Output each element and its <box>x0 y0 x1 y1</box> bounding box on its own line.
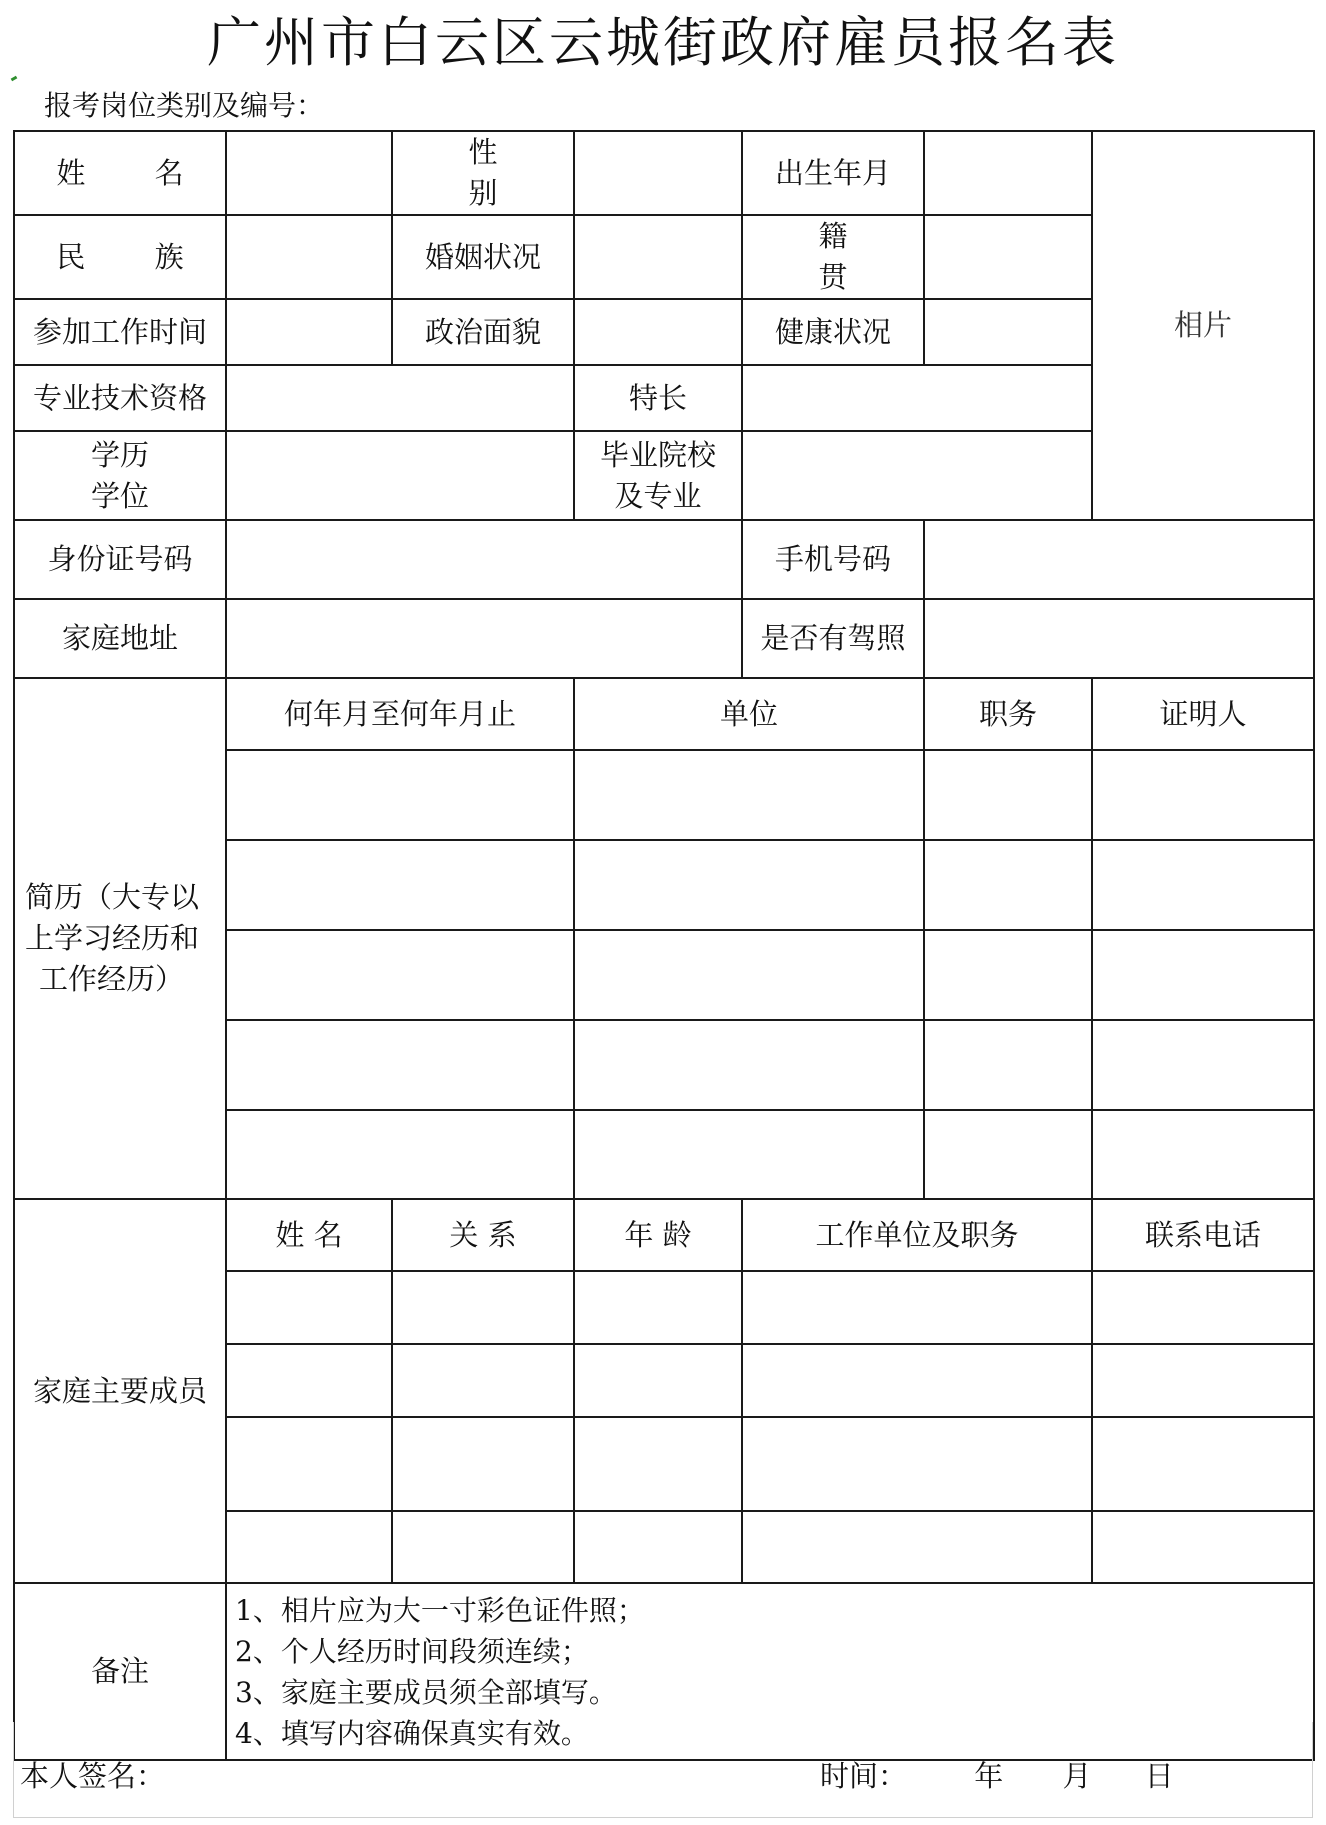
date-label: 时间： <box>820 1759 908 1793</box>
resume-label-line1: 简历（大专以 <box>25 880 200 914</box>
resume-position-cell[interactable] <box>924 1020 1092 1110</box>
resume-witness-cell[interactable] <box>1092 1110 1314 1199</box>
school-field[interactable] <box>742 431 1092 520</box>
row-id <box>14 520 1314 599</box>
family-age-cell[interactable] <box>574 1417 742 1511</box>
resume-period-cell[interactable] <box>226 1020 574 1110</box>
family-employer-cell[interactable] <box>742 1417 1092 1511</box>
marital-label: 婚姻状况 <box>392 215 574 299</box>
id-number-label: 身份证号码 <box>14 520 226 599</box>
name-field[interactable] <box>226 131 392 215</box>
family-employer-cell[interactable] <box>742 1344 1092 1417</box>
qualification-field[interactable] <box>226 365 574 431</box>
specialty-field[interactable] <box>742 365 1092 431</box>
row-basic-1 <box>14 131 1314 215</box>
date-year-label: 年 <box>974 1759 1004 1793</box>
political-field[interactable] <box>574 299 742 365</box>
registration-form-table <box>13 130 1315 1761</box>
education-label-line1: 学历 <box>90 437 149 472</box>
qualification-label: 专业技术资格 <box>14 365 226 431</box>
name-label: 姓 名 <box>14 131 226 215</box>
photo-box[interactable]: 相片 <box>1092 131 1314 520</box>
family-relation-cell[interactable] <box>392 1344 574 1417</box>
resume-unit-cell[interactable] <box>574 1020 924 1110</box>
native-place-label: 籍 贯 <box>742 215 924 299</box>
health-field[interactable] <box>924 299 1092 365</box>
resume-header-unit: 单位 <box>574 678 924 750</box>
gender-field[interactable] <box>574 131 742 215</box>
resume-witness-cell[interactable] <box>1092 930 1314 1020</box>
license-field[interactable] <box>924 599 1314 678</box>
note-item-1: 1、相片应为大一寸彩色证件照； <box>235 1593 645 1627</box>
resume-period-cell[interactable] <box>226 1110 574 1199</box>
family-name-cell[interactable] <box>226 1511 392 1583</box>
family-relation-cell[interactable] <box>392 1417 574 1511</box>
family-header-relation: 关 系 <box>392 1199 574 1271</box>
note-item-4: 4、填写内容确保真实有效。 <box>235 1716 589 1750</box>
resume-header-row <box>14 678 1314 750</box>
license-label: 是否有驾照 <box>742 599 924 678</box>
family-phone-cell[interactable] <box>1092 1271 1314 1344</box>
address-label: 家庭地址 <box>14 599 226 678</box>
resume-position-cell[interactable] <box>924 1110 1092 1199</box>
phone-label: 手机号码 <box>742 520 924 599</box>
resume-unit-cell[interactable] <box>574 930 924 1020</box>
family-employer-cell[interactable] <box>742 1511 1092 1583</box>
ethnicity-label: 民 族 <box>14 215 226 299</box>
family-header-phone: 联系电话 <box>1092 1199 1314 1271</box>
date-area <box>820 1758 1174 1794</box>
family-name-cell[interactable] <box>226 1344 392 1417</box>
resume-header-position: 职务 <box>924 678 1092 750</box>
family-phone-cell[interactable] <box>1092 1417 1314 1511</box>
school-label <box>574 431 742 520</box>
position-category-label: 报考岗位类别及编号： <box>44 89 325 122</box>
note-item-2: 2、个人经历时间段须连续； <box>235 1634 589 1668</box>
education-label <box>14 431 226 520</box>
native-place-field[interactable] <box>924 215 1092 299</box>
note-item-3: 3、家庭主要成员须全部填写。 <box>235 1675 617 1709</box>
resume-unit-cell[interactable] <box>574 840 924 930</box>
work-start-label: 参加工作时间 <box>14 299 226 365</box>
gender-label: 性 别 <box>392 131 574 215</box>
family-name-cell[interactable] <box>226 1271 392 1344</box>
resume-period-cell[interactable] <box>226 750 574 840</box>
family-header-employer: 工作单位及职务 <box>742 1199 1092 1271</box>
birth-field[interactable] <box>924 131 1092 215</box>
health-label: 健康状况 <box>742 299 924 365</box>
work-start-field[interactable] <box>226 299 392 365</box>
family-relation-cell[interactable] <box>392 1271 574 1344</box>
resume-position-cell[interactable] <box>924 750 1092 840</box>
resume-header-witness: 证明人 <box>1092 678 1314 750</box>
education-label-line2: 学位 <box>90 478 149 513</box>
resume-unit-cell[interactable] <box>574 1110 924 1199</box>
family-age-cell[interactable] <box>574 1511 742 1583</box>
political-label: 政治面貌 <box>392 299 574 365</box>
address-field[interactable] <box>226 599 742 678</box>
marital-field[interactable] <box>574 215 742 299</box>
resume-position-cell[interactable] <box>924 840 1092 930</box>
school-label-line2: 及专业 <box>614 478 702 513</box>
signature-label: 本人签名： <box>20 1759 166 1793</box>
date-month-label: 月 <box>1062 1759 1092 1793</box>
resume-period-cell[interactable] <box>226 930 574 1020</box>
date-day-label: 日 <box>1144 1759 1174 1793</box>
row-address <box>14 599 1314 678</box>
school-label-line1: 毕业院校 <box>599 437 716 472</box>
resume-label-line2: 上学习经历和 <box>25 921 200 955</box>
notes-label: 备注 <box>14 1583 226 1760</box>
phone-field[interactable] <box>924 520 1314 599</box>
family-label: 家庭主要成员 <box>14 1199 226 1583</box>
resume-header-period: 何年月至何年月止 <box>226 678 574 750</box>
family-age-cell[interactable] <box>574 1344 742 1417</box>
ethnicity-field[interactable] <box>226 215 392 299</box>
resume-witness-cell[interactable] <box>1092 750 1314 840</box>
resume-witness-cell[interactable] <box>1092 840 1314 930</box>
family-age-cell[interactable] <box>574 1271 742 1344</box>
resume-period-cell[interactable] <box>226 840 574 930</box>
resume-witness-cell[interactable] <box>1092 1020 1314 1110</box>
family-header-row <box>14 1199 1314 1271</box>
birth-label: 出生年月 <box>742 131 924 215</box>
family-phone-cell[interactable] <box>1092 1344 1314 1417</box>
family-employer-cell[interactable] <box>742 1271 1092 1344</box>
family-relation-cell[interactable] <box>392 1511 574 1583</box>
resume-label-line3: 工作经历） <box>39 962 185 996</box>
resume-position-cell[interactable] <box>924 930 1092 1020</box>
form-title: 广州市白云区云城街政府雇员报名表 <box>207 11 1119 74</box>
education-field[interactable] <box>226 431 574 520</box>
family-name-cell[interactable] <box>226 1417 392 1511</box>
family-phone-cell[interactable] <box>1092 1511 1314 1583</box>
id-number-field[interactable] <box>226 520 742 599</box>
family-header-age: 年 龄 <box>574 1199 742 1271</box>
specialty-label: 特长 <box>574 365 742 431</box>
resume-label <box>14 678 226 1199</box>
family-header-name: 姓 名 <box>226 1199 392 1271</box>
resume-unit-cell[interactable] <box>574 750 924 840</box>
